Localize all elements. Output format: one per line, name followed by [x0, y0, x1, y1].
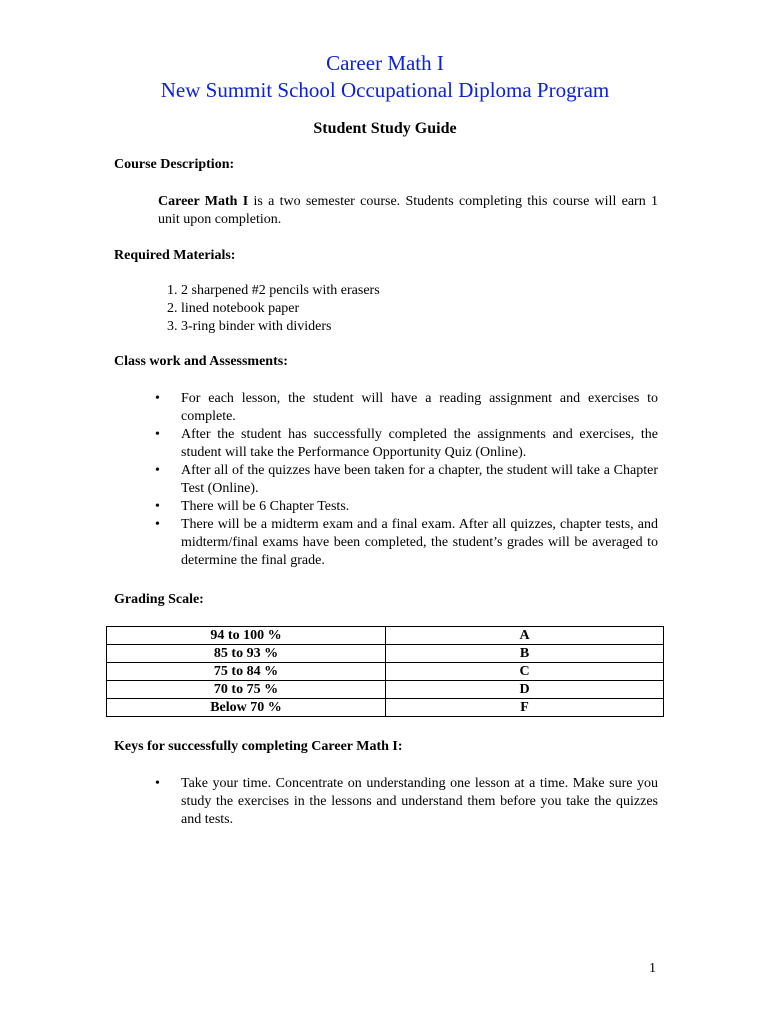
document-title: Career Math I — [326, 51, 444, 75]
class-work-item-text: There will be a midterm exam and a final exam. After all quizzes, chapter tests, and midterm/final exams have been completed, the student’s grades will be averaged to determine the final grade. — [181, 517, 658, 568]
bullet-icon: • — [155, 391, 160, 406]
material-item: 3. 3-ring binder with dividers — [181, 318, 380, 336]
class-work-item-text: After all of the quizzes have been taken for a chapter, the student will take a Chapter Test (Online). — [181, 463, 658, 496]
required-materials-heading: Required Materials: — [114, 248, 236, 263]
study-guide-subtitle: Student Study Guide — [313, 120, 457, 137]
required-materials-list — [158, 282, 380, 336]
letter-grade-cell: C — [386, 663, 664, 681]
class-work-item — [155, 516, 658, 570]
grade-range-cell: 75 to 84 % — [107, 663, 386, 681]
bullet-icon: • — [155, 427, 160, 442]
bullet-icon: • — [155, 776, 160, 791]
course-description-body: is a two semester course. Students completing this course will earn 1 unit upon completion. — [158, 194, 659, 227]
class-work-list — [155, 390, 658, 570]
keys-heading: Keys for successfully completing Career Math I: — [114, 739, 403, 754]
table-row — [107, 627, 664, 645]
class-work-heading: Class work and Assessments: — [114, 354, 288, 369]
letter-grade-cell: F — [386, 699, 664, 717]
material-item: 1. 2 sharpened #2 pencils with erasers — [181, 282, 380, 300]
grade-range-cell: 70 to 75 % — [107, 681, 386, 699]
course-name: Career Math I — [158, 194, 249, 209]
table-row — [107, 699, 664, 717]
keys-item-text: Take your time. Concentrate on understanding one lesson at a time. Make sure you study the exercises in the lessons and understand them before you take the quizzes and tests. — [181, 776, 658, 827]
grade-range-cell: Below 70 % — [107, 699, 386, 717]
course-description-text — [158, 193, 658, 229]
grade-range-cell: 94 to 100 % — [107, 627, 386, 645]
grading-scale-heading: Grading Scale: — [114, 592, 204, 607]
class-work-item-text: After the student has successfully completed the assignments and exercises, the student will take the Performance Opportunity Quiz (Online). — [181, 427, 658, 460]
class-work-item-text: For each lesson, the student will have a reading assignment and exercises to complete. — [181, 391, 658, 424]
material-item: 2. lined notebook paper — [181, 300, 380, 318]
letter-grade-cell: B — [386, 645, 664, 663]
table-row — [107, 645, 664, 663]
table-row — [107, 681, 664, 699]
bullet-icon: • — [155, 463, 160, 478]
table-row — [107, 663, 664, 681]
class-work-item — [155, 462, 658, 498]
bullet-icon: • — [155, 517, 160, 532]
grading-scale-table — [106, 626, 664, 717]
keys-list — [155, 775, 658, 829]
course-description-heading: Course Description: — [114, 157, 235, 172]
page-number: 1 — [649, 961, 656, 976]
keys-item — [155, 775, 658, 829]
bullet-icon: • — [155, 499, 160, 514]
letter-grade-cell: D — [386, 681, 664, 699]
letter-grade-cell: A — [386, 627, 664, 645]
class-work-item — [155, 426, 658, 462]
class-work-item — [155, 390, 658, 426]
grade-range-cell: 85 to 93 % — [107, 645, 386, 663]
program-title: New Summit School Occupational Diploma Program — [160, 78, 610, 102]
class-work-item-text: There will be 6 Chapter Tests. — [181, 499, 350, 514]
class-work-item — [155, 498, 658, 516]
